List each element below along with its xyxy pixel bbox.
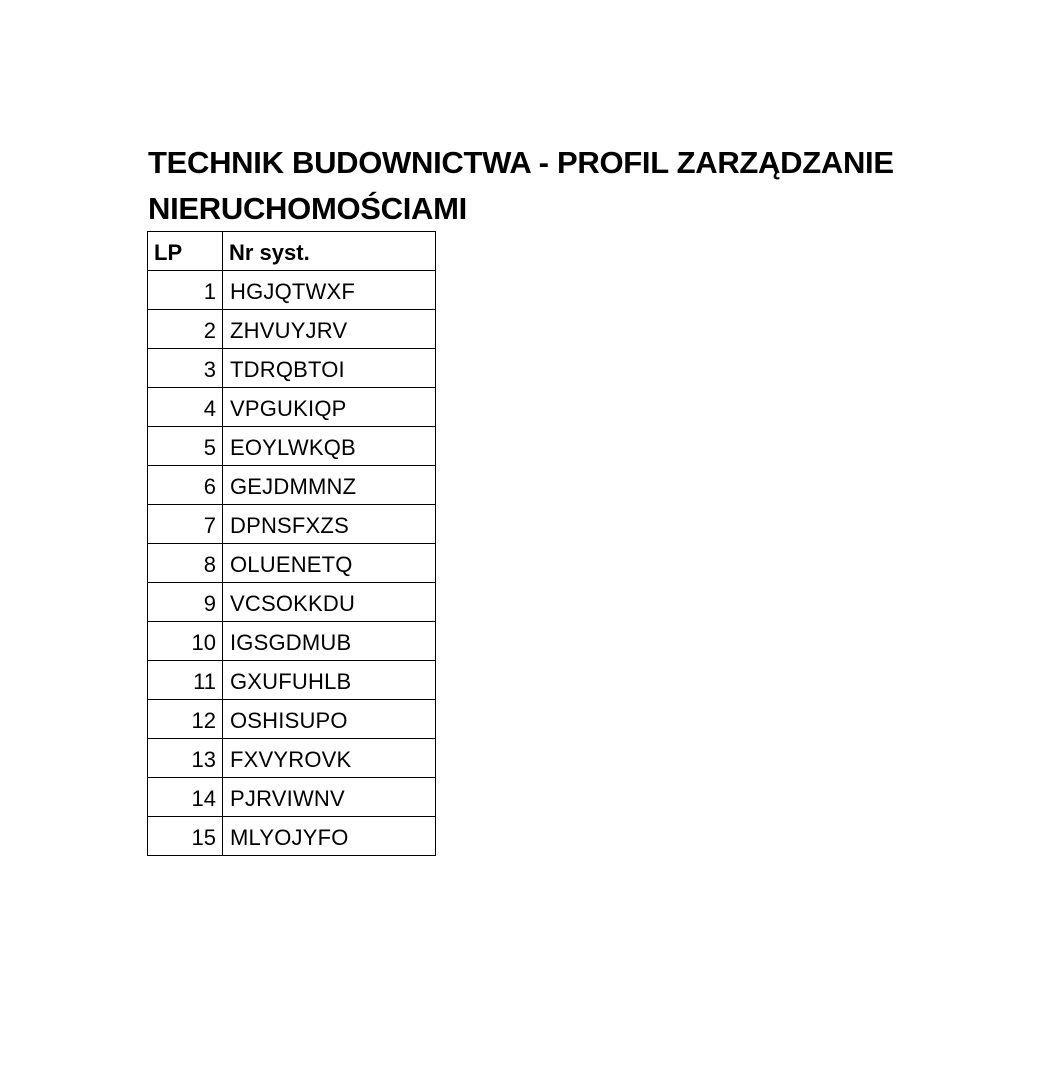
row-nr-syst: OLUENETQ [223,544,436,583]
row-lp: 12 [148,700,223,739]
row-nr-syst: FXVYROVK [223,739,436,778]
row-lp: 6 [148,466,223,505]
row-nr-syst: EOYLWKQB [223,427,436,466]
row-lp: 4 [148,388,223,427]
row-nr-syst: MLYOJYFO [223,817,436,856]
row-nr-syst: PJRVIWNV [223,778,436,817]
student-number-table [147,231,436,856]
row-lp: 8 [148,544,223,583]
table-header-row [148,232,436,271]
table-row [148,310,436,349]
table-row [148,349,436,388]
row-nr-syst: GXUFUHLB [223,661,436,700]
table-row [148,583,436,622]
row-lp: 1 [148,271,223,310]
row-nr-syst: IGSGDMUB [223,622,436,661]
row-lp: 3 [148,349,223,388]
row-nr-syst: DPNSFXZS [223,505,436,544]
table-row [148,622,436,661]
row-lp: 9 [148,583,223,622]
table-row [148,778,436,817]
table-row [148,661,436,700]
row-lp: 2 [148,310,223,349]
document-title-line-1: TECHNIK BUDOWNICTWA - PROFIL ZARZĄDZANIE [148,145,894,180]
document-title [148,140,968,232]
row-nr-syst: HGJQTWXF [223,271,436,310]
row-nr-syst: VPGUKIQP [223,388,436,427]
row-lp: 15 [148,817,223,856]
header-nr-syst: Nr syst. [223,232,436,271]
table-row [148,739,436,778]
row-nr-syst: ZHVUYJRV [223,310,436,349]
table-row [148,817,436,856]
header-lp: LP [148,232,223,271]
row-lp: 7 [148,505,223,544]
table-row [148,271,436,310]
table-row [148,700,436,739]
row-nr-syst: OSHISUPO [223,700,436,739]
table-row [148,388,436,427]
row-lp: 14 [148,778,223,817]
table-row [148,427,436,466]
row-lp: 11 [148,661,223,700]
row-lp: 13 [148,739,223,778]
row-lp: 10 [148,622,223,661]
document-title-line-2: NIERUCHOMOŚCIAMI [148,191,467,226]
row-nr-syst: TDRQBTOI [223,349,436,388]
table-row [148,466,436,505]
table-row [148,544,436,583]
row-lp: 5 [148,427,223,466]
table-row [148,505,436,544]
row-nr-syst: GEJDMMNZ [223,466,436,505]
row-nr-syst: VCSOKKDU [223,583,436,622]
